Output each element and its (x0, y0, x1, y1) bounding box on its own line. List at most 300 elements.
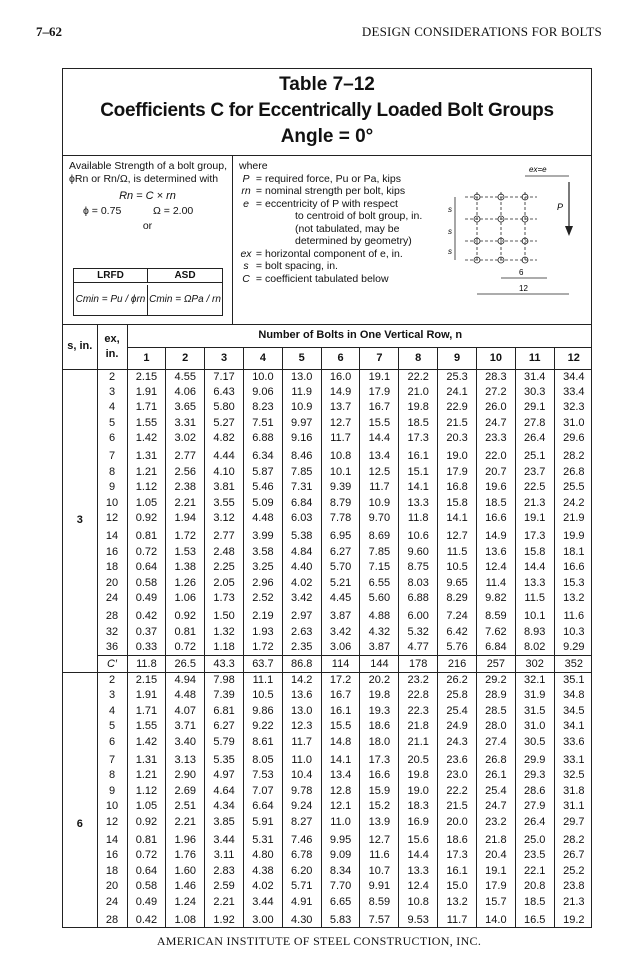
coefficient-cell: 13.0 (282, 704, 321, 720)
coefficient-cell: 10.5 (438, 560, 477, 576)
coefficient-cell: 4.44 (205, 449, 244, 465)
coefficient-cell: 15.3 (563, 576, 585, 589)
coefficient-cell: 6.42 (438, 625, 477, 641)
coefficient-cell: 6.64 (243, 799, 282, 815)
coefficient-cell: 2.90 (166, 768, 205, 784)
coefficient-cell: 28.2 (563, 450, 585, 463)
coefficient-cell: 10.1 (515, 609, 554, 625)
coefficient-cell: 0.92 (127, 511, 166, 529)
coefficient-cell: 15.8 (438, 496, 477, 512)
coefficient-cell: 2.21 (166, 496, 205, 512)
coefficient-cell: 21.0 (399, 385, 438, 401)
table-row (63, 640, 592, 656)
table-row (63, 704, 592, 720)
coefficient-cell: 0.64 (127, 560, 166, 576)
coefficient-cell: 29.2 (476, 673, 515, 689)
c-prime-cell: 63.7 (243, 656, 282, 673)
coefficient-cell: 1.53 (166, 545, 205, 561)
coefficient-cell: 5.31 (243, 833, 282, 849)
coefficient-cell: 32.5 (563, 769, 585, 782)
coefficient-cell: 9.65 (438, 576, 477, 592)
coefficient-cell: 4.02 (243, 879, 282, 895)
coefficient-cell: 26.7 (563, 849, 585, 862)
column-header: 11 (515, 347, 554, 369)
c-prime-cell: 352 (554, 656, 592, 673)
ex-cell: 12 (97, 511, 127, 529)
coefficient-cell: 2.59 (205, 879, 244, 895)
coefficient-cell: 11.7 (360, 480, 399, 496)
coefficient-cell: 23.5 (515, 848, 554, 864)
coefficient-cell: 7.39 (205, 688, 244, 704)
coefficient-cell: 18.1 (563, 545, 585, 558)
definition-equals: = (255, 172, 263, 185)
coefficient-cell: 26.8 (476, 753, 515, 769)
coefficient-cell: 2.77 (166, 449, 205, 465)
definition-symbol: e (243, 197, 249, 210)
coefficient-cell: 3.00 (243, 913, 282, 929)
coefficient-cell: 12.4 (476, 560, 515, 576)
coefficient-cell: 15.1 (399, 465, 438, 481)
coefficient-cell: 2.69 (166, 784, 205, 800)
coefficient-cell: 15.8 (515, 545, 554, 561)
coefficient-cell: 9.70 (360, 511, 399, 529)
ex-cell: 24 (97, 895, 127, 913)
coefficient-cell: 19.9 (563, 530, 585, 543)
coefficient-cell: 4.88 (360, 609, 399, 625)
coefficient-cell: 10.9 (282, 400, 321, 416)
coefficient-cell: 12.7 (438, 529, 477, 545)
coefficient-cell: 19.1 (515, 511, 554, 529)
ex-cell: 10 (97, 799, 127, 815)
table-row (63, 416, 592, 432)
ex-cell: 6 (97, 431, 127, 449)
coefficient-cell: 19.0 (438, 449, 477, 465)
coefficient-cell: 5.91 (243, 815, 282, 833)
spacing-cell: 3 (63, 369, 97, 673)
coefficient-cell: 16.7 (360, 400, 399, 416)
coefficient-cell: 6.27 (205, 719, 244, 735)
coefficient-cell: 11.6 (563, 610, 585, 623)
coefficient-cell: 34.4 (563, 370, 585, 383)
coefficient-cell: 17.9 (438, 465, 477, 481)
coefficient-cell: 19.8 (360, 688, 399, 704)
column-header-row (63, 347, 592, 369)
coefficient-cell: 10.6 (399, 529, 438, 545)
column-header: 2 (166, 347, 205, 369)
coefficient-cell: 24.7 (476, 799, 515, 815)
coefficient-cell: 4.38 (243, 864, 282, 880)
coefficient-cell: 18.5 (515, 895, 554, 913)
coefficient-cell: 9.29 (563, 641, 585, 653)
ex-cell: 18 (97, 560, 127, 576)
coefficient-cell: 4.45 (321, 591, 360, 609)
coefficient-cell: 0.72 (127, 545, 166, 561)
table-row (63, 848, 592, 864)
coefficient-cell: 3.87 (360, 640, 399, 656)
definition-text: coefficient tabulated below (265, 272, 389, 285)
coefficient-cell: 3.06 (321, 640, 360, 656)
definition-row (239, 210, 429, 223)
coefficient-cell: 0.81 (127, 529, 166, 545)
coefficient-cell: 14.4 (360, 431, 399, 449)
coefficient-cell: 8.79 (321, 496, 360, 512)
coefficient-cell: 17.9 (360, 385, 399, 401)
coefficient-cell: 5.80 (205, 400, 244, 416)
coefficient-cell: 1.42 (127, 735, 166, 753)
coefficient-cell: 7.51 (243, 416, 282, 432)
coefficient-cell: 4.07 (166, 704, 205, 720)
coefficient-cell: 1.21 (127, 465, 166, 481)
table-row (63, 895, 592, 913)
definition-equals: = (255, 185, 263, 197)
coefficient-cell: 31.9 (515, 688, 554, 704)
coefficient-cell: 20.5 (399, 753, 438, 769)
c-prime-cell: 144 (360, 656, 399, 673)
coefficient-cell: 3.40 (166, 735, 205, 753)
header-ex: ex, in. (97, 325, 127, 369)
coefficient-cell: 34.1 (563, 720, 585, 733)
coefficient-cell: 19.8 (399, 400, 438, 416)
coefficient-cell: 3.71 (166, 719, 205, 735)
coefficient-cell: 4.64 (205, 784, 244, 800)
lrfd-label: LRFD (74, 269, 148, 283)
bolt-header-row (63, 325, 592, 347)
coefficient-cell: 3.02 (166, 431, 205, 449)
column-header: 6 (321, 347, 360, 369)
coefficient-cell: 9.16 (282, 431, 321, 449)
coefficient-cell: 10.8 (321, 449, 360, 465)
coefficient-cell: 2.83 (205, 864, 244, 880)
coefficient-cell: 14.1 (438, 511, 477, 529)
coefficient-cell: 25.2 (563, 864, 585, 877)
c-prime-row (63, 656, 592, 673)
coefficient-cell: 16.7 (321, 688, 360, 704)
coefficient-cell: 6.65 (321, 895, 360, 913)
coefficient-cell: 28.3 (476, 369, 515, 385)
coefficient-cell: 22.8 (399, 688, 438, 704)
coefficient-cell: 31.1 (563, 800, 585, 813)
coefficient-cell: 26.8 (563, 465, 585, 478)
coefficient-cell: 4.06 (166, 385, 205, 401)
coefficient-cell: 1.05 (127, 799, 166, 815)
coefficient-cell: 28.9 (476, 688, 515, 704)
coefficient-cell: 1.60 (166, 864, 205, 880)
header-bolts: Number of Bolts in One Vertical Row, n (127, 325, 592, 347)
coefficient-cell: 12.1 (321, 799, 360, 815)
ex-cell: 8 (97, 465, 127, 481)
bolt-grid (465, 192, 537, 263)
coefficient-cell: 13.2 (563, 592, 585, 604)
c-prime-label: C′ (97, 656, 127, 673)
coefficient-cell: 1.76 (166, 848, 205, 864)
coefficient-cell: 21.5 (438, 416, 477, 432)
definition-symbol: ex (240, 247, 252, 260)
coefficient-cell: 0.72 (166, 640, 205, 656)
table-row (63, 913, 592, 929)
coefficient-cell: 11.9 (282, 385, 321, 401)
coefficient-cell: 27.8 (515, 416, 554, 432)
definition-equals: = (255, 197, 263, 210)
coefficient-cell: 9.09 (321, 848, 360, 864)
coefficient-cell: 8.69 (360, 529, 399, 545)
coefficient-cell: 29.3 (515, 768, 554, 784)
coefficient-cell: 32.3 (563, 401, 585, 414)
ex-cell: 2 (97, 369, 127, 385)
coefficient-cell: 22.2 (399, 369, 438, 385)
coefficient-cell: 17.3 (399, 431, 438, 449)
coefficient-cell: 7.85 (282, 465, 321, 481)
coefficient-cell: 1.08 (166, 913, 205, 929)
coefficient-cell: 5.60 (360, 591, 399, 609)
coefficient-cell: 25.0 (515, 833, 554, 849)
coefficient-cell: 15.6 (399, 833, 438, 849)
coefficient-cell: 11.7 (438, 913, 477, 929)
coefficient-cell: 26.4 (515, 431, 554, 449)
coefficient-cell: 5.38 (282, 529, 321, 545)
coefficient-cell: 31.8 (563, 784, 585, 797)
coefficient-cell: 7.17 (205, 369, 244, 385)
table-row (63, 545, 592, 561)
omega-value: Ω = 2.00 (153, 205, 194, 217)
coefficient-cell: 17.3 (360, 753, 399, 769)
coefficient-cell: 14.0 (476, 913, 515, 929)
table-row (63, 719, 592, 735)
coefficient-cell: 1.72 (166, 529, 205, 545)
coefficient-cell: 22.5 (515, 480, 554, 496)
coefficient-cell: 13.3 (399, 496, 438, 512)
coefficient-cell: 4.48 (166, 688, 205, 704)
coefficient-cell: 8.05 (243, 753, 282, 769)
coefficient-cell: 4.10 (205, 465, 244, 481)
coefficient-cell: 4.02 (282, 576, 321, 592)
coefficient-cell: 9.53 (399, 913, 438, 929)
coefficient-cell: 26.4 (515, 815, 554, 833)
table-angle: Angle = 0° (280, 126, 374, 147)
ex-cell: 20 (97, 879, 127, 895)
coefficient-cell: 1.06 (166, 591, 205, 609)
ex-cell: 5 (97, 416, 127, 432)
table-row (63, 369, 592, 385)
coefficient-cell: 2.21 (205, 895, 244, 913)
definition-row (239, 173, 429, 186)
ex-cell: 28 (97, 609, 127, 625)
where-label: where (239, 160, 268, 172)
coefficient-cell: 18.3 (399, 799, 438, 815)
coefficient-cell: 13.3 (399, 864, 438, 880)
header-s: s, in. (63, 325, 97, 369)
table-row (63, 673, 592, 689)
coefficient-cell: 24.1 (438, 385, 477, 401)
c-prime-cell: 257 (476, 656, 515, 673)
coefficient-cell: 14.1 (399, 480, 438, 496)
coefficient-cell: 19.6 (476, 480, 515, 496)
coefficient-cell: 7.70 (321, 879, 360, 895)
coefficient-cell: 28.2 (563, 833, 585, 846)
column-header: 3 (205, 347, 244, 369)
coefficient-cell: 19.3 (360, 704, 399, 720)
phi-value: ϕ = 0.75 (83, 205, 122, 217)
coefficient-cell: 16.1 (321, 704, 360, 720)
coefficient-cell: 19.2 (563, 913, 585, 926)
coefficient-cell: 17.9 (476, 879, 515, 895)
coefficient-cell: 16.6 (360, 768, 399, 784)
definition-equals: = (255, 260, 263, 272)
coefficient-cell: 1.55 (127, 719, 166, 735)
coefficient-cell: 8.34 (321, 864, 360, 880)
coefficient-cell: 0.58 (127, 576, 166, 592)
coefficient-cell: 13.0 (282, 369, 321, 385)
table-row (63, 879, 592, 895)
coefficient-cell: 2.48 (205, 545, 244, 561)
c-prime-cell: 114 (321, 656, 360, 673)
coefficient-cell: 16.9 (399, 815, 438, 833)
section-title: DESIGN CONSIDERATIONS FOR BOLTS (361, 24, 602, 39)
coefficient-cell: 1.91 (127, 688, 166, 704)
definition-equals: = (255, 272, 263, 285)
coefficient-cell: 11.0 (321, 815, 360, 833)
table-row (63, 591, 592, 609)
lrfd-asd-box (73, 268, 223, 316)
load-label: P (557, 202, 564, 212)
coefficient-cell: 0.42 (127, 913, 166, 929)
column-header: 5 (282, 347, 321, 369)
coefficient-cell: 3.44 (243, 895, 282, 913)
coefficient-cell: 3.13 (166, 753, 205, 769)
coefficient-cell: 26.2 (438, 673, 477, 689)
coefficient-cell: 2.21 (166, 815, 205, 833)
table-row (63, 735, 592, 753)
coefficient-cell: 9.95 (321, 833, 360, 849)
coefficient-cell: 13.6 (476, 545, 515, 561)
coefficient-cell: 12.4 (399, 879, 438, 895)
coefficient-cell: 1.12 (127, 480, 166, 496)
coefficient-cell: 16.5 (515, 913, 554, 929)
coefficient-cell: 1.92 (205, 913, 244, 929)
coefficient-cell: 2.52 (243, 591, 282, 609)
coefficient-cell: 2.38 (166, 480, 205, 496)
coefficient-cell: 13.4 (321, 768, 360, 784)
coefficient-cell: 21.5 (438, 799, 477, 815)
coefficient-cell: 1.31 (127, 449, 166, 465)
coefficient-cell: 2.25 (205, 560, 244, 576)
coefficient-cell: 1.55 (127, 416, 166, 432)
table-title: Coefficients C for Eccentrically Loaded Bolt Groups (100, 100, 554, 121)
coefficient-cell: 2.56 (166, 465, 205, 481)
coefficient-cell: 34.5 (563, 704, 585, 717)
coefficient-cell: 13.6 (282, 688, 321, 704)
coefficient-cell: 8.29 (438, 591, 477, 609)
coefficient-cell: 24.3 (438, 735, 477, 753)
coefficient-cell: 10.1 (321, 465, 360, 481)
coefficient-cell: 3.58 (243, 545, 282, 561)
coefficient-cell: 21.3 (515, 496, 554, 512)
coefficient-cell: 23.0 (438, 768, 477, 784)
coefficient-cell: 12.3 (282, 719, 321, 735)
coefficient-cell: 4.82 (205, 431, 244, 449)
definition-row (239, 223, 429, 236)
ex-cell: 4 (97, 400, 127, 416)
coefficient-cell: 24.7 (476, 416, 515, 432)
coefficient-cell: 0.64 (127, 864, 166, 880)
coefficient-cell: 7.78 (321, 511, 360, 529)
column-header: 8 (399, 347, 438, 369)
note-line: ϕRn or Rn/Ω, is determined with (69, 173, 219, 185)
coefficient-cell: 3.12 (205, 511, 244, 529)
definitions (239, 156, 429, 285)
coefficient-cell: 1.38 (166, 560, 205, 576)
coefficient-cell: 30.5 (515, 735, 554, 753)
ex-cell: 6 (97, 735, 127, 753)
coefficient-cell: 4.84 (282, 545, 321, 561)
coefficient-cell: 0.92 (166, 609, 205, 625)
coefficient-cell: 29.9 (515, 753, 554, 769)
coefficient-cell: 21.1 (399, 735, 438, 753)
coefficient-cell: 14.9 (476, 529, 515, 545)
spacing-label: s (448, 247, 452, 256)
coefficient-cell: 1.24 (166, 895, 205, 913)
coefficient-cell: 6.81 (205, 704, 244, 720)
coefficient-cell: 5.71 (282, 879, 321, 895)
coefficient-cell: 12.8 (321, 784, 360, 800)
table-row (63, 480, 592, 496)
coefficient-cell: 15.2 (360, 799, 399, 815)
coefficient-cell: 25.5 (563, 481, 585, 494)
page-number: 7–62 (36, 24, 62, 39)
definition-row (239, 235, 429, 248)
coefficient-cell: 26.0 (476, 400, 515, 416)
coefficient-cell: 7.57 (360, 913, 399, 929)
ex-cell: 24 (97, 591, 127, 609)
ex-cell: 3 (97, 688, 127, 704)
coefficient-cell: 31.0 (563, 416, 585, 429)
coefficient-cell: 9.24 (282, 799, 321, 815)
c-prime-cell: 43.3 (205, 656, 244, 673)
coefficient-cell: 9.82 (476, 591, 515, 609)
coefficient-cell: 21.9 (563, 512, 585, 524)
ex-cell: 9 (97, 784, 127, 800)
coefficient-cell: 20.4 (476, 848, 515, 864)
coefficient-cell: 10.0 (243, 369, 282, 385)
c-prime-cell: 86.8 (282, 656, 321, 673)
coefficient-cell: 9.60 (399, 545, 438, 561)
coefficient-cell: 27.4 (476, 735, 515, 753)
column-header: 4 (243, 347, 282, 369)
running-head (36, 24, 602, 42)
ex-cell: 7 (97, 449, 127, 465)
coefficient-cell: 5.32 (399, 625, 438, 641)
coefficient-cell: 16.8 (438, 480, 477, 496)
coefficient-cell: 10.7 (360, 864, 399, 880)
coefficient-cell: 14.4 (515, 560, 554, 576)
coefficient-cell: 19.1 (476, 864, 515, 880)
coefficient-cell: 27.2 (476, 385, 515, 401)
coefficient-cell: 11.6 (360, 848, 399, 864)
coefficient-cell: 15.9 (360, 784, 399, 800)
coefficient-cell: 11.0 (282, 753, 321, 769)
coefficient-cell: 18.6 (438, 833, 477, 849)
coefficient-cell: 2.96 (243, 576, 282, 592)
coefficient-cell: 1.31 (127, 753, 166, 769)
ex-cell: 36 (97, 640, 127, 656)
coefficient-cell: 12.7 (360, 833, 399, 849)
coefficient-cell: 6.43 (205, 385, 244, 401)
coefficient-cell: 25.4 (438, 704, 477, 720)
coefficient-cell: 1.72 (243, 640, 282, 656)
coefficient-cell: 20.2 (360, 673, 399, 689)
coefficient-cell: 6.03 (282, 511, 321, 529)
coefficient-cell: 8.23 (243, 400, 282, 416)
coefficient-cell: 16.0 (321, 369, 360, 385)
